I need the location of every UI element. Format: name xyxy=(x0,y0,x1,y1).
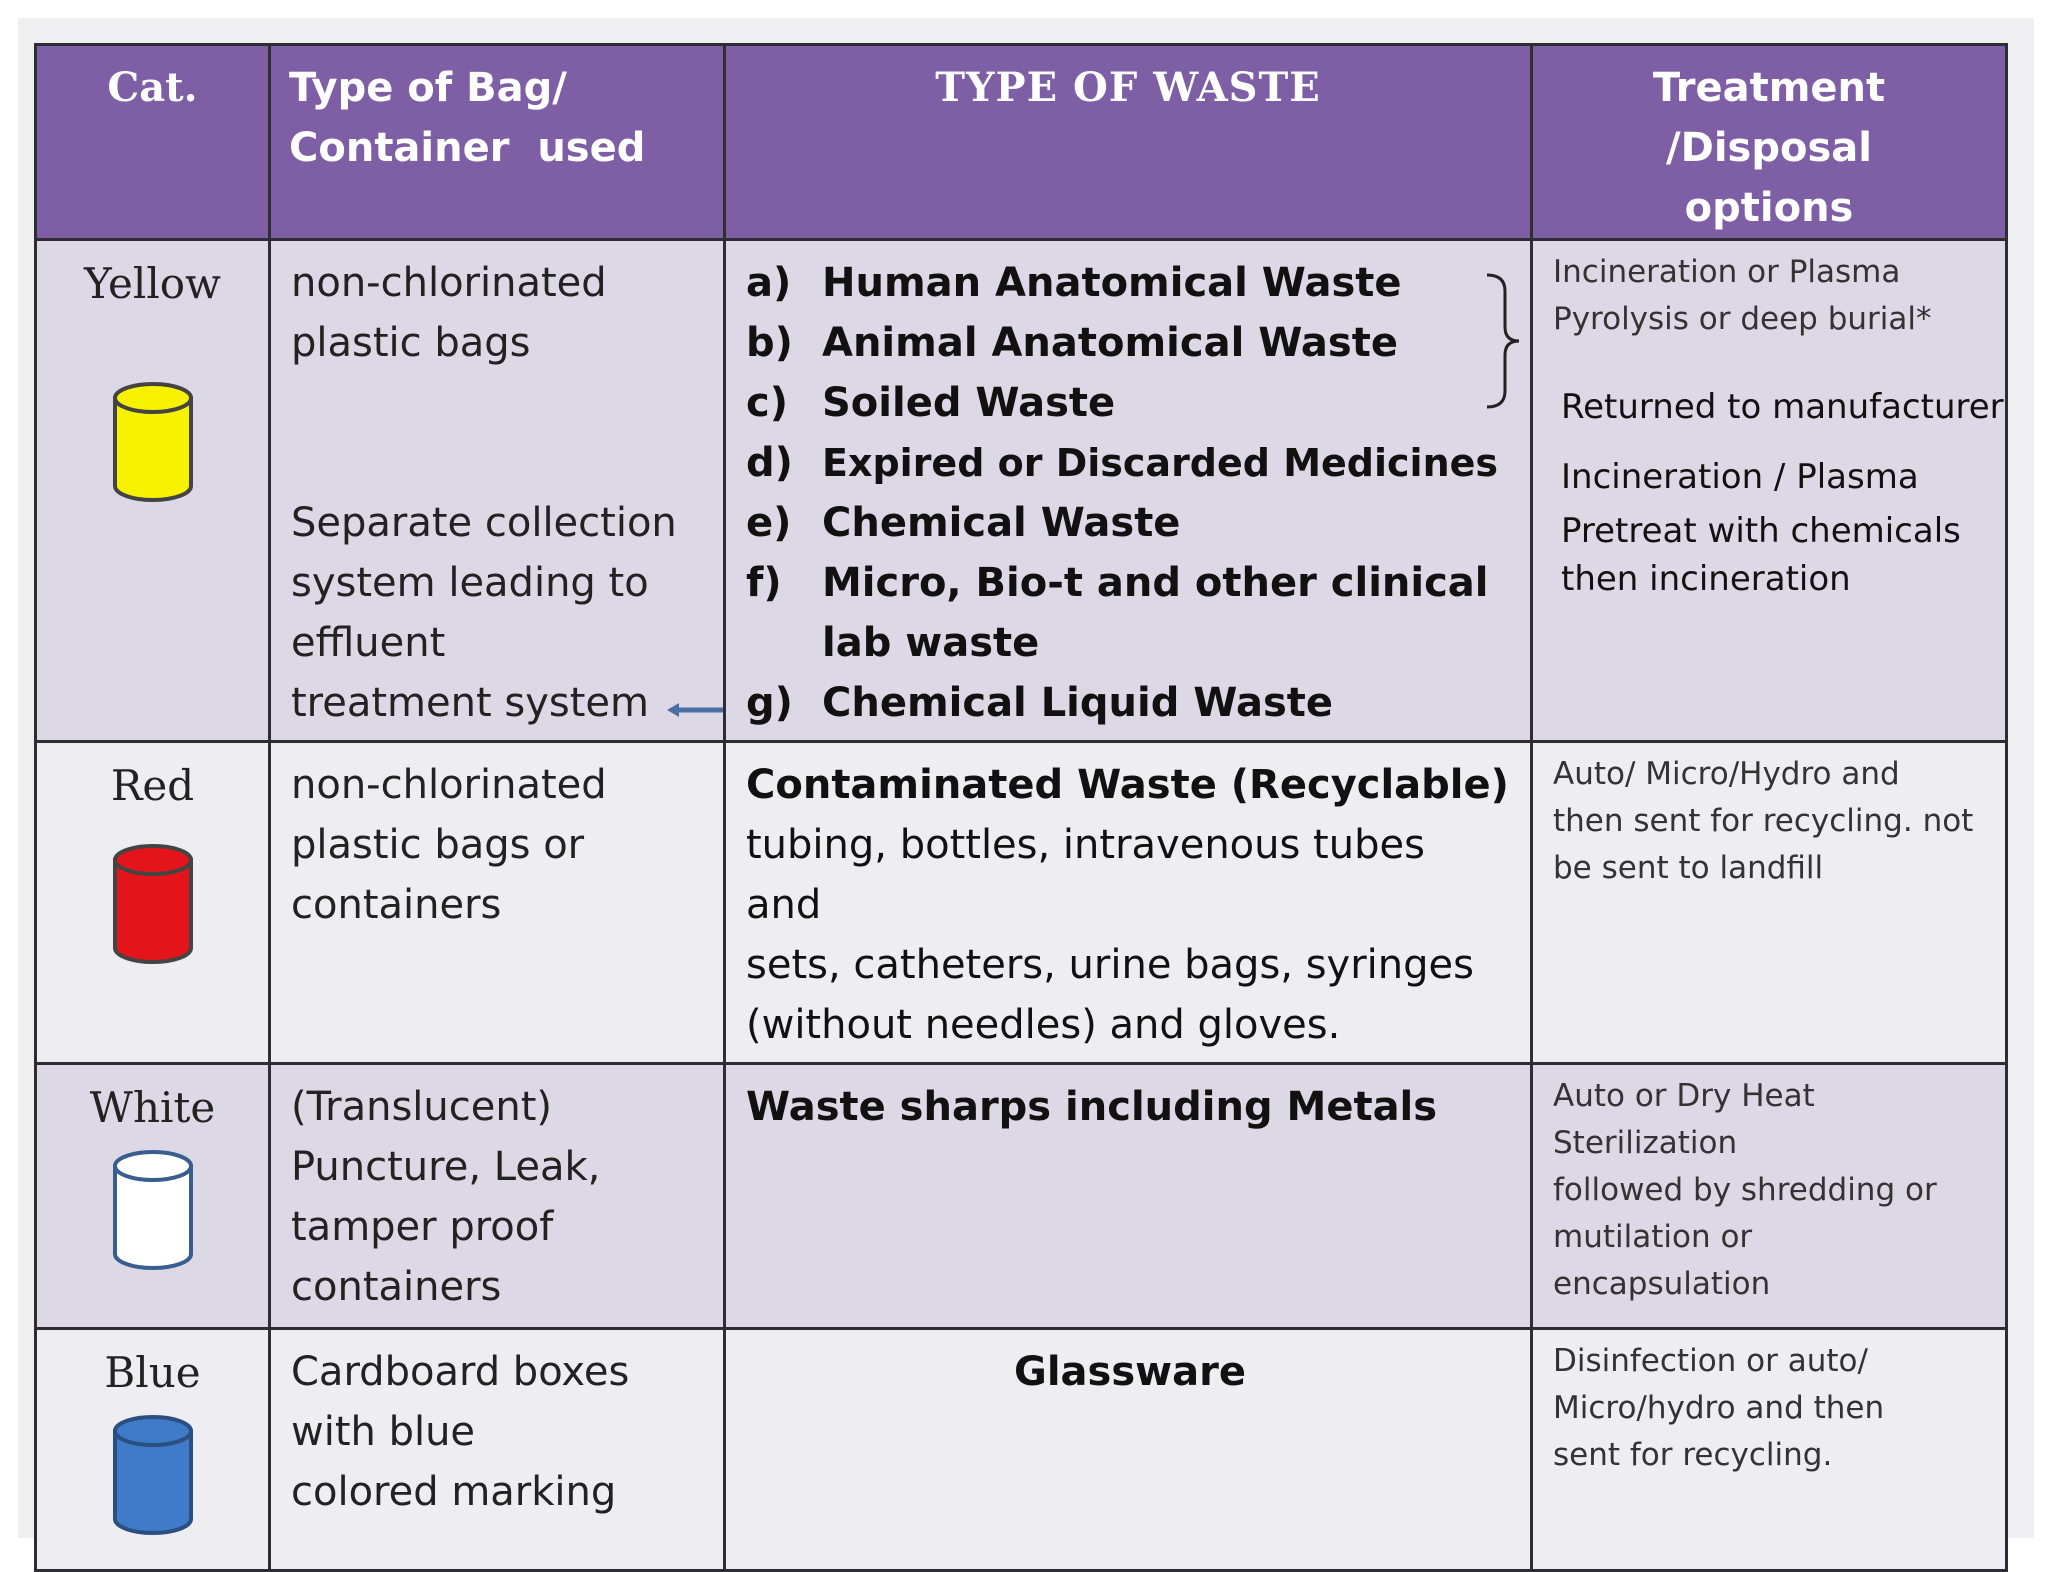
type-cell-white xyxy=(725,1064,1532,1329)
treatment-cell-red xyxy=(1532,742,2007,1064)
waste-line: sets, catheters, urine bags, syringes xyxy=(746,942,1474,988)
waste-title: Waste sharps including Metals xyxy=(746,1084,1438,1130)
bag-line: (Translucent) xyxy=(291,1084,553,1130)
treatment-cell-white xyxy=(1532,1064,2007,1329)
type-cell-blue xyxy=(725,1329,1532,1571)
bag-line: non-chlorinated xyxy=(291,762,607,808)
brace-icon xyxy=(1483,271,1523,411)
treatment-line: Pyrolysis or deep burial* xyxy=(1553,301,1932,337)
bag-line: Puncture, Leak, xyxy=(291,1144,601,1190)
bag-line: plastic bags xyxy=(291,320,531,366)
header-bag-line: Container used xyxy=(289,125,646,171)
category-name: Blue xyxy=(104,1348,201,1397)
list-item: a) Human Anatomical Waste xyxy=(746,260,1402,306)
bag-line: tamper proof xyxy=(291,1204,554,1250)
type-cell-yellow xyxy=(725,240,1532,742)
bin-top xyxy=(115,846,191,874)
treatment-line: followed by shredding or xyxy=(1553,1172,1937,1208)
treatment-line: be sent to landfill xyxy=(1553,850,1824,886)
bag-cell-red xyxy=(270,742,725,1064)
treatment-line: Incineration or Plasma xyxy=(1553,254,1901,290)
treatment-line: mutilation or xyxy=(1553,1219,1753,1255)
bag-line: Separate collection xyxy=(291,500,677,546)
header-bag-line: Type of Bag/ xyxy=(289,65,567,111)
header-waste-type: TYPE OF WASTE xyxy=(725,45,1532,240)
bin-top xyxy=(115,1417,191,1445)
header-treatment-line: Treatment /Disposal xyxy=(1652,65,1886,171)
table-row-blue xyxy=(36,1329,2007,1571)
waste-title: Contaminated Waste (Recyclable) xyxy=(746,762,1509,808)
bag-line: effluent xyxy=(291,620,446,666)
header-row xyxy=(36,45,2007,240)
category-name: White xyxy=(89,1083,216,1132)
bag-cell-blue xyxy=(270,1329,725,1571)
treatment-line: Sterilization xyxy=(1553,1125,1738,1161)
bin-top xyxy=(115,1152,191,1180)
list-item: f) Micro, Bio-t and other clinical lab waste xyxy=(746,560,1489,666)
list-item: d) Expired or Discarded Medicines xyxy=(746,440,1499,486)
treatment-line: Auto/ Micro/Hydro and xyxy=(1553,756,1900,792)
table-row-yellow xyxy=(36,240,2007,742)
header-bag-type xyxy=(270,45,725,240)
treatment-cell-yellow xyxy=(1532,240,2007,742)
bag-line: colored marking xyxy=(291,1469,617,1515)
bag-line: containers xyxy=(291,882,502,928)
waste-segregation-table xyxy=(34,43,2008,1572)
waste-list xyxy=(746,253,1514,733)
list-item: b) Animal Anatomical Waste xyxy=(746,320,1398,366)
treatment-line: Returned to manufacturer xyxy=(1561,387,2004,427)
treatment-line: then incineration xyxy=(1561,559,1851,599)
red-bin-icon xyxy=(103,830,203,980)
treatment-line: encapsulation xyxy=(1553,1266,1771,1302)
list-item: g) Chemical Liquid Waste xyxy=(746,680,1334,726)
list-item: e) Chemical Waste xyxy=(746,500,1181,546)
treatment-line: sent for recycling. xyxy=(1553,1437,1833,1473)
waste-line: (without needles) and gloves. xyxy=(746,1002,1341,1048)
treatment-line: Micro/hydro and then xyxy=(1553,1390,1885,1426)
bag-line: with blue xyxy=(291,1409,476,1455)
bag-line: plastic bags or xyxy=(291,822,585,868)
arrow-left-icon xyxy=(665,700,725,720)
header-treatment-line: options xyxy=(1684,185,1854,231)
white-bin-icon xyxy=(103,1136,203,1286)
category-cell-blue xyxy=(36,1329,270,1571)
treatment-cell-blue xyxy=(1532,1329,2007,1571)
bag-line: containers xyxy=(291,1264,502,1310)
treatment-line: Pretreat with chemicals xyxy=(1561,511,1961,551)
waste-line: tubing, bottles, intravenous tubes xyxy=(746,822,1425,868)
waste-line: and xyxy=(746,882,822,928)
bag-cell-white xyxy=(270,1064,725,1329)
category-name: Yellow xyxy=(83,259,222,308)
treatment-line: then sent for recycling. not xyxy=(1553,803,1974,839)
category-name: Red xyxy=(110,761,195,810)
bag-line: system leading to xyxy=(291,560,649,606)
waste-title: Glassware xyxy=(1014,1349,1246,1395)
bag-cell-yellow xyxy=(270,240,725,742)
category-cell-red xyxy=(36,742,270,1064)
bag-line: treatment system xyxy=(291,680,649,726)
category-cell-yellow xyxy=(36,240,270,742)
yellow-bin-icon xyxy=(103,368,203,518)
list-item: c) Soiled Waste xyxy=(746,380,1116,426)
blue-bin-icon xyxy=(103,1401,203,1551)
treatment-line: Incineration / Plasma xyxy=(1561,457,1919,497)
table-row-red xyxy=(36,742,2007,1064)
type-cell-red xyxy=(725,742,1532,1064)
bag-line: non-chlorinated xyxy=(291,260,607,306)
bin-top xyxy=(115,384,191,412)
header-category: Cat. xyxy=(36,45,270,240)
header-treatment xyxy=(1532,45,2007,240)
treatment-line: Disinfection or auto/ xyxy=(1553,1343,1868,1379)
treatment-line: Auto or Dry Heat xyxy=(1553,1078,1815,1114)
category-cell-white xyxy=(36,1064,270,1329)
bag-line: Cardboard boxes xyxy=(291,1349,630,1395)
table-row-white xyxy=(36,1064,2007,1329)
